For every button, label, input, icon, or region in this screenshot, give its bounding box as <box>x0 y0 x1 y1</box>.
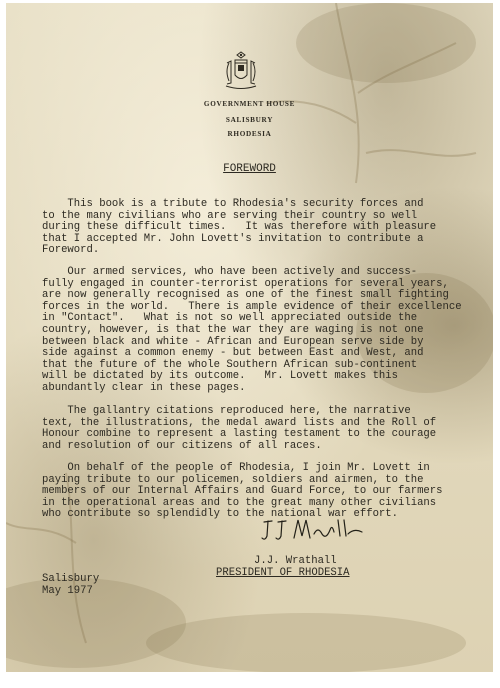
text-line: abundantly clear in these pages. <box>42 381 246 394</box>
text-line: Foreword. <box>42 244 100 257</box>
text-line: who contribute so splendidly to the national war effort. <box>42 508 399 521</box>
text-line: and resolution of our citizens of all races. <box>42 439 322 452</box>
place-date-block <box>42 573 99 597</box>
coat-of-arms-crest <box>218 51 264 93</box>
text-line: This book is a tribute to Rhodesia's security forces and <box>42 198 424 210</box>
text-line: are now generally recognised as one of the finest small fighting <box>42 289 449 302</box>
text-line: fully engaged in counter-terrorist operations for several years, <box>42 277 449 290</box>
text-line: forces in the world. There is ample evidence of their excellence <box>42 300 462 313</box>
text-line: paying tribute to our policemen, soldiers and airmen, to the <box>42 473 424 486</box>
text-line: during these difficult times. It was therefore with pleasure <box>42 221 437 234</box>
paragraph-3 <box>42 406 462 452</box>
page-title: FOREWORD <box>223 163 276 175</box>
letterhead-line-2: SALISBURY <box>225 116 274 124</box>
text-line: in the operational areas and to the great many other civilians <box>42 496 437 509</box>
text-line: country, however, is that the war they are waging is not one <box>42 323 424 336</box>
signatory-name: J.J. Wrathall <box>254 555 337 567</box>
text-line: that I accepted Mr. John Lovett's invitation to contribute a <box>42 232 424 245</box>
handwritten-signature <box>258 516 368 546</box>
text-line: in "Contact". What is not so well appreciated outside the <box>42 312 418 325</box>
text-line: side against a common enemy - but between East and West, and <box>42 347 424 360</box>
text-line: members of our Internal Affairs and Guard Force, to our farmers <box>42 485 443 498</box>
text-line: On behalf of the people of Rhodesia, I join Mr. Lovett in <box>42 462 430 474</box>
paragraph-1 <box>42 199 462 257</box>
paragraph-2 <box>42 267 462 395</box>
text-line: The gallantry citations reproduced here, the narrative <box>42 405 411 417</box>
text-line: that the future of the whole Southern African sub-continent <box>42 358 418 371</box>
place-city: Salisbury <box>42 573 100 585</box>
text-line: text, the illustrations, the medal award lists and the Roll of <box>42 416 437 429</box>
text-line: Honour combine to represent a lasting testament to the courage <box>42 428 437 441</box>
text-line: will be dictated by its outcome. Mr. Lovett makes this <box>42 370 399 383</box>
page-bottom-margin <box>0 672 500 688</box>
text-line: Our armed services, who have been actively and success- <box>42 266 418 278</box>
letterhead-line-1: GOVERNMENT HOUSE <box>203 100 296 108</box>
letterhead-line-3: RHODESIA <box>227 130 272 138</box>
text-line: to the many civilians who are serving their country so well <box>42 209 418 222</box>
signatory-title: PRESIDENT OF RHODESIA <box>216 567 350 579</box>
paragraph-4 <box>42 463 462 521</box>
document-page <box>6 3 493 675</box>
text-line: between black and white - African and European serve side by <box>42 335 424 348</box>
place-date: May 1977 <box>42 585 93 597</box>
